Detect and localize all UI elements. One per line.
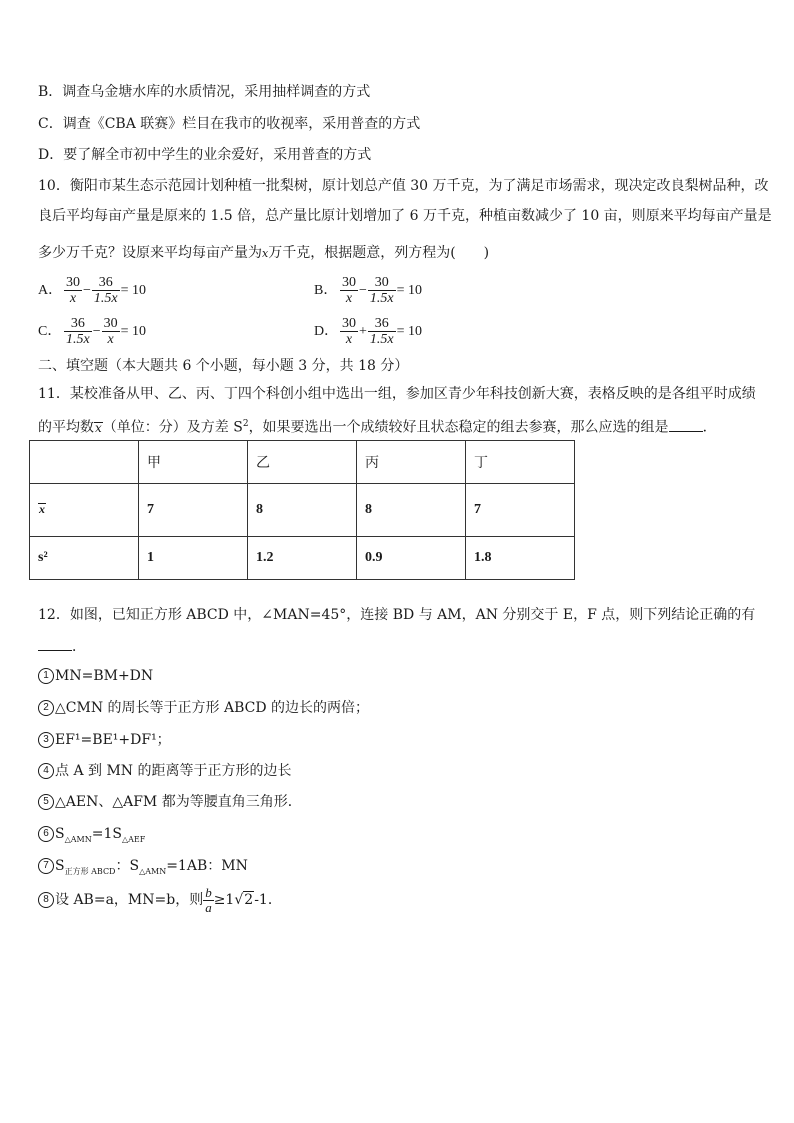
option-label: B． [314,282,338,298]
table-cell: 1 [139,537,248,580]
table-cell: 0.9 [357,537,466,580]
q12-item-2: 2 △CMN 的周长等于正方形 ABCD 的边长的两倍； [38,699,369,717]
circled-number: 7 [38,858,54,874]
table-cell: 1.8 [466,537,575,580]
q10-line-2: 良后平均每亩产量是原来的 1.5 倍，总产量比原计划增加了 6 万千克，种植亩数减少了 10 亩，则原来平均每亩产量是 [38,208,772,224]
table-cell: 1.2 [248,537,357,580]
q10-var-x: x [262,247,269,260]
table-cell [30,441,139,484]
fraction: $\frac{36}{1.5x}$ [369,316,394,347]
table-header-row [30,441,575,484]
q11-line-1: 11．某校准备从甲、乙、丙、丁四个科创小组中选出一组，参加区青少年科技创新大赛，表格反映的是各组平时成绩 [38,386,756,402]
fraction: $\frac{30}{x}$ [342,275,356,306]
option-c-line: C．调查《CBA 联赛》栏目在我市的收视率，采用普查的方式 [38,116,421,132]
q12-item-7: 7 $S_{正方形 ABCD}$：$S_{\triangle AMN}=1AB$：MN [38,857,248,881]
mean-symbol: x [95,420,102,435]
fraction: $\frac{30}{x}$ [66,275,80,306]
fraction: $\frac{36}{1.5x}$ [93,275,118,306]
q12-line-2: ． [38,638,86,656]
q10-option-a[interactable]: A． $\frac{30}{x}$ − $\frac{36}{1.5x}$ = 10 [38,275,147,306]
section-heading: 二、填空题（本大题共 6 个小题，每小题 3 分，共 18 分） [38,358,409,374]
q10-option-c[interactable]: C． $\frac{36}{1.5x}$ − $\frac{30}{x}$ = 10 [38,316,147,347]
q10-line-1: 10．衡阳市某生态示范园计划种植一批梨树，原计划总产值 30 万千克，为了满足市场需求，现决定改良梨树品种，改 [38,178,769,194]
q10-line-3b: 万千克，根据题意，列方程为( ) [268,245,490,261]
circled-number: 3 [38,732,54,748]
circled-number: 8 [38,892,54,908]
q10-option-d[interactable]: D． $\frac{30}{x}$ + $\frac{36}{1.5x}$ = 10 [314,316,423,347]
table-header-cell: 乙 [248,441,357,484]
table-header-cell: 丁 [466,441,575,484]
answer-blank[interactable] [38,638,72,651]
option-d-line: D．要了解全市初中学生的业余爱好，采用普查的方式 [38,147,372,163]
circled-number: 5 [38,794,54,810]
q10-option-b[interactable]: B． $\frac{30}{x}$ − $\frac{30}{1.5x}$ = 10 [314,275,423,306]
answer-blank[interactable] [669,419,703,432]
option-b-line: B．调查乌金塘水库的水质情况，采用抽样调查的方式 [38,84,371,100]
circled-number: 6 [38,826,54,842]
table-row [30,484,575,537]
q11-line-2: 的平均数x（单位：分）及方差 $S^2$，如果要选出一个成绩较好且状态稳定的组去参赛，那么应选的组是 ． [38,419,717,436]
fraction: $\frac{30}{x}$ [103,316,118,347]
fraction: $\frac{30}{x}$ [342,316,356,347]
row-label-variance: s² [30,537,139,580]
circled-number: 4 [38,763,54,779]
q10-line-3a: 多少万千克？设原来平均每亩产量为 [38,245,262,261]
table-cell: 7 [466,484,575,537]
fraction: $\frac{36}{1.5x}$ [66,316,90,347]
fraction: $\frac{b}{a}$ [205,884,212,915]
option-label: D． [314,323,339,339]
q12-line-1: 12．如图，已知正方形 ABCD 中，∠MAN=45°，连接 BD 与 AM，AN 分别交于 E，F 点，则下列结论正确的有 [38,607,756,623]
q12-item-5: 5 △AEN、△AFM 都为等腰直角三角形． [38,793,302,811]
option-label: C． [38,323,62,339]
sqrt-symbol: √ [234,892,244,908]
row-label-mean: x [30,484,139,537]
option-label: A． [38,282,63,298]
table-header-cell: 甲 [139,441,248,484]
circled-number: 1 [38,668,54,684]
q12-item-3: 3 EF¹=BE¹+DF¹； [38,731,171,749]
fraction: $\frac{30}{1.5x}$ [369,275,394,306]
table-row [30,537,575,580]
circled-number: 2 [38,700,54,716]
q12-item-4: 4 点 A 到 MN 的距离等于正方形的边长 [38,762,292,780]
table-cell: 8 [357,484,466,537]
q10-line-3 [38,244,489,263]
q12-item-1: 1 MN=BM+DN [38,667,153,685]
table-header-cell: 丙 [357,441,466,484]
q12-item-6: 6 $S_{\triangle AMN}=1S_{\triangle AEF}$ [38,825,145,849]
scores-table [29,440,575,580]
table-cell: 8 [248,484,357,537]
table-cell: 7 [139,484,248,537]
q12-item-8: 8 设 AB=a，MN=b，则 $\frac{b}{a}$ ≥1√2-1． [38,884,282,916]
